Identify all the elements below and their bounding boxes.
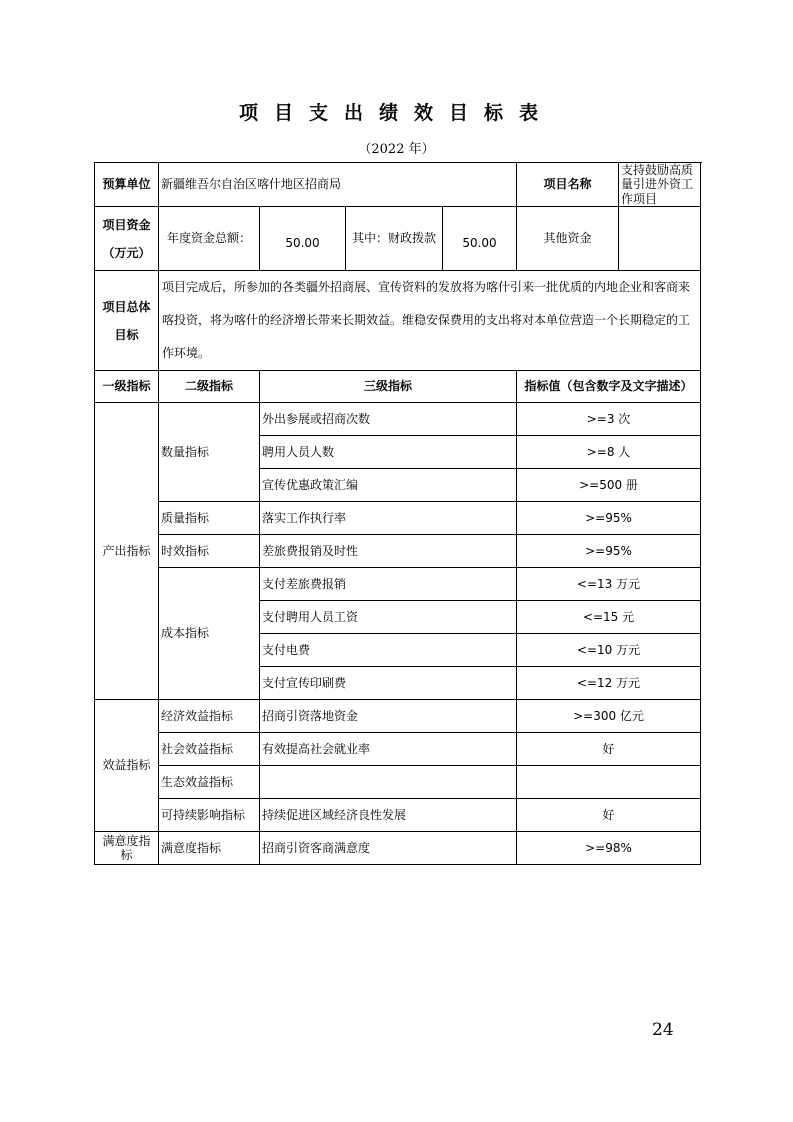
indicator-row — [95, 568, 701, 601]
project-name-label: 项目名称 — [517, 163, 619, 207]
level2-indicator: 社会效益指标 — [159, 733, 260, 766]
other-funds-label: 其他资金 — [517, 207, 619, 271]
funds-label-line1: 项目资金 — [102, 217, 151, 232]
level2-indicator: 经济效益指标 — [159, 700, 260, 733]
level3-indicator: 聘用人员人数 — [260, 436, 517, 469]
level3-indicator: 招商引资客商满意度 — [260, 832, 517, 865]
funds-row — [95, 207, 701, 271]
indicator-value: >=3 次 — [517, 403, 701, 436]
level2-header: 二级指标 — [159, 371, 260, 403]
indicator-value: >=8 人 — [517, 436, 701, 469]
level1-indicator: 产出指标 — [95, 403, 159, 700]
overall-goal-label: 项目总体目标 — [95, 271, 159, 371]
page-number: 24 — [652, 1020, 674, 1040]
level3-header: 三级指标 — [260, 371, 517, 403]
indicator-row — [95, 535, 701, 568]
indicator-row — [95, 700, 701, 733]
year-label: （2022 年） — [358, 142, 435, 157]
project-name-value: 支持鼓励高质量引进外资工作项目 — [619, 163, 701, 207]
indicator-value: >=300 亿元 — [517, 700, 701, 733]
level3-indicator: 落实工作执行率 — [260, 502, 517, 535]
page-title: 项目支出绩效目标表 — [238, 102, 554, 124]
level2-indicator: 数量指标 — [159, 403, 260, 502]
level3-indicator: 支付聘用人员工资 — [260, 601, 517, 634]
funds-label — [95, 207, 159, 271]
indicator-value: 好 — [517, 799, 701, 832]
level2-indicator: 质量指标 — [159, 502, 260, 535]
level1-header: 一级指标 — [95, 371, 159, 403]
budget-unit-label: 预算单位 — [95, 163, 159, 207]
level2-indicator: 满意度指标 — [159, 832, 260, 865]
indicator-value: <=13 万元 — [517, 568, 701, 601]
header-row — [95, 163, 701, 207]
indicator-row — [95, 733, 701, 766]
level3-indicator: 招商引资落地资金 — [260, 700, 517, 733]
indicator-value: >=95% — [517, 502, 701, 535]
level3-indicator: 支付电费 — [260, 634, 517, 667]
level3-indicator: 支付差旅费报销 — [260, 568, 517, 601]
annual-total-label: 年度资金总额： — [159, 207, 260, 271]
fiscal-value: 50.00 — [443, 207, 517, 271]
indicator-value: >=95% — [517, 535, 701, 568]
indicator-value: <=12 万元 — [517, 667, 701, 700]
indicator-row — [95, 502, 701, 535]
level1-indicator: 效益指标 — [95, 700, 159, 832]
indicator-row — [95, 766, 701, 799]
level3-indicator: 宣传优惠政策汇编 — [260, 469, 517, 502]
indicator-value: >=500 册 — [517, 469, 701, 502]
column-header-row — [95, 371, 701, 403]
indicator-value: >=98% — [517, 832, 701, 865]
indicator-row — [95, 403, 701, 436]
level3-indicator: 持续促进区域经济良性发展 — [260, 799, 517, 832]
overall-goal-text: 项目完成后，所参加的各类疆外招商展、宣传资料的发放将为喀什引来一批优质的内地企业和客商来喀投资，将为喀什的经济增长带来长期效益。维稳安保费用的支出将对本单位营造一个长期稳定的工作环境。 — [159, 271, 701, 371]
indicator-value: <=15 元 — [517, 601, 701, 634]
indicator-value: 好 — [517, 733, 701, 766]
indicator-value: <=10 万元 — [517, 634, 701, 667]
level3-indicator: 有效提高社会就业率 — [260, 733, 517, 766]
other-funds-value — [619, 207, 701, 271]
overall-goal-row — [95, 271, 701, 371]
funds-label-line2: （万元） — [102, 245, 151, 260]
level2-indicator: 时效指标 — [159, 535, 260, 568]
fiscal-label: 其中：财政拨款 — [346, 207, 443, 271]
indicator-row — [95, 832, 701, 865]
level1-indicator: 满意度指标 — [95, 832, 159, 865]
level2-indicator: 可持续影响指标 — [159, 799, 260, 832]
level3-indicator: 外出参展或招商次数 — [260, 403, 517, 436]
level3-indicator — [260, 766, 517, 799]
level3-indicator: 支付宣传印刷费 — [260, 667, 517, 700]
indicator-row — [95, 799, 701, 832]
level2-indicator: 生态效益指标 — [159, 766, 260, 799]
level2-indicator: 成本指标 — [159, 568, 260, 700]
budget-unit-value: 新疆维吾尔自治区喀什地区招商局 — [159, 163, 517, 207]
indicator-value — [517, 766, 701, 799]
value-header: 指标值（包含数字及文字描述） — [517, 371, 701, 403]
annual-total-value: 50.00 — [260, 207, 346, 271]
level3-indicator: 差旅费报销及时性 — [260, 535, 517, 568]
performance-table — [94, 162, 701, 865]
